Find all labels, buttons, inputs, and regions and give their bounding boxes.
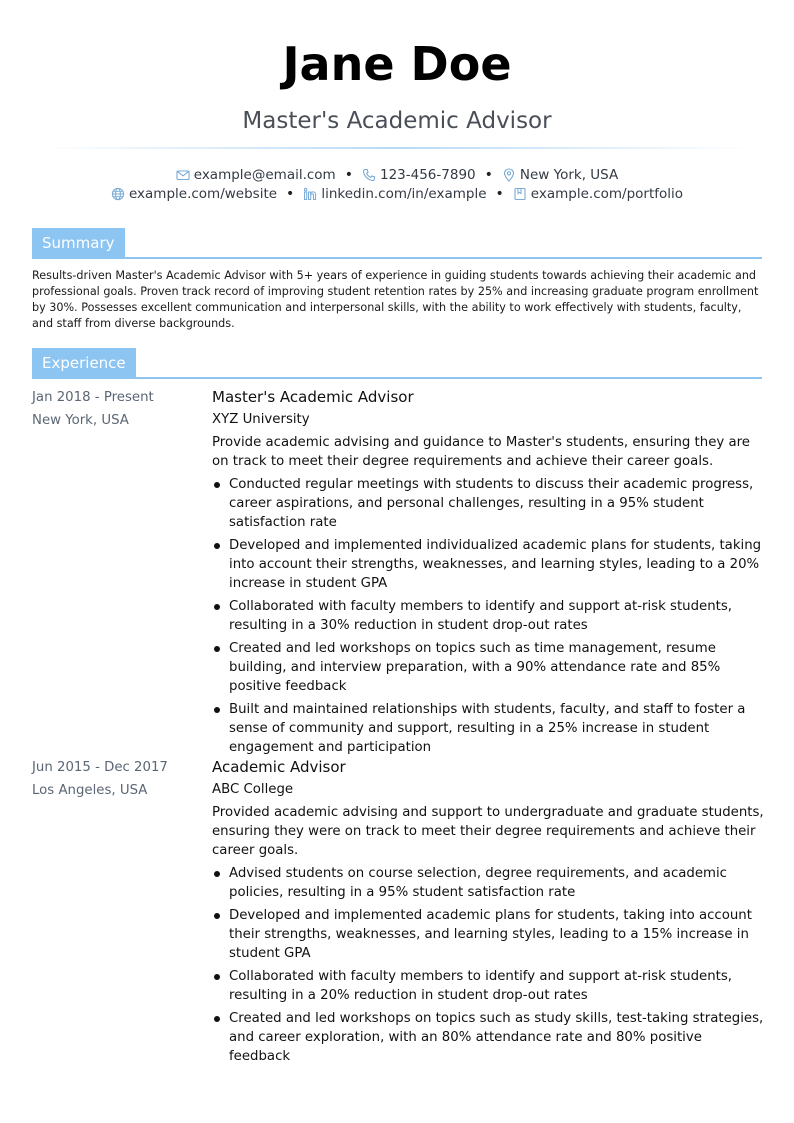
job-meta (32, 386, 207, 432)
job-bullets (212, 864, 764, 1066)
job-body (212, 756, 764, 1070)
summary-text: Results-driven Master's Academic Advisor with 5+ years of experience in guiding students towards achieving their academic and professional goals. Proven track record of improving student retention rates by 25% and increasing graduate program enrollment by 30%. Possesses excellent communication and interpersonal skills, with the ability to work effectively with students, faculty, and staff from diverse backgrounds. (32, 269, 759, 330)
list-item (212, 536, 764, 593)
job-location: New York, USA (32, 413, 129, 428)
experience-divider (32, 377, 762, 379)
list-item (212, 700, 764, 757)
bullet-icon (214, 646, 220, 652)
job-organization: XYZ University (212, 412, 310, 427)
title-divider (40, 147, 754, 149)
bullet-icon (214, 604, 220, 610)
email-text: example@email.com (193, 167, 336, 183)
bullet-text: Collaborated with faculty members to identify and support at-risk students, resulting in a 30% reduction in student drop-out rates (229, 599, 732, 633)
candidate-name: Jane Doe (282, 37, 512, 91)
separator-dot: • (484, 167, 493, 183)
job-role: Academic Advisor (212, 758, 346, 776)
experience-section-header (32, 348, 762, 378)
bullet-text: Developed and implemented academic plans for students, taking into account their strengths, weaknesses, and learning styles, leading to a 15% increase in student GPA (229, 908, 752, 961)
list-item (212, 906, 764, 963)
bullet-text: Conducted regular meetings with students to discuss their academic progress, career aspirations, and personal challenges, resulting in a 95% student satisfaction rate (229, 477, 754, 530)
separator-dot: • (344, 167, 353, 183)
list-item (212, 967, 764, 1005)
contact-phone[interactable] (362, 166, 476, 184)
contact-row-primary (0, 166, 794, 184)
list-item (212, 1009, 764, 1066)
bullet-text: Developed and implemented individualized academic plans for students, taking into account their strengths, weaknesses, and learning styles, leading to a 20% increase in student GPA (229, 538, 762, 591)
list-item (212, 597, 764, 635)
contact-website[interactable] (111, 185, 277, 203)
linkedin-text: linkedin.com/in/example (321, 186, 487, 202)
summary-divider (32, 257, 762, 259)
website-text: example.com/website (128, 186, 278, 202)
bullet-icon (214, 1016, 220, 1022)
separator-dot: • (495, 186, 504, 202)
job-bullets (212, 475, 764, 757)
job-location: Los Angeles, USA (32, 783, 148, 798)
separator-dot: • (286, 186, 295, 202)
summary-heading: Summary (32, 228, 125, 258)
bullet-icon (214, 871, 220, 877)
portfolio-text: example.com/portfolio (530, 186, 684, 202)
contact-email[interactable] (176, 166, 336, 184)
job-organization: ABC College (212, 782, 294, 797)
bullet-text: Created and led workshops on topics such as time management, resume building, and interview preparation, with a 90% attendance rate and 85% positive feedback (229, 641, 721, 694)
job-dates: Jan 2018 - Present (32, 390, 154, 405)
list-item (212, 639, 764, 696)
envelope-icon (176, 168, 190, 182)
job-meta (32, 756, 207, 802)
contact-location (502, 166, 618, 184)
bullet-icon (214, 482, 220, 488)
job-role: Master's Academic Advisor (212, 388, 414, 406)
linkedin-icon (303, 187, 317, 201)
experience-heading: Experience (32, 348, 136, 378)
bullet-icon (214, 543, 220, 549)
contact-linkedin[interactable] (303, 185, 486, 203)
bullet-text: Built and maintained relationships with students, faculty, and staff to foster a sense of community and support, resulting in a 25% increase in student engagement and participation (229, 702, 746, 755)
location-text: New York, USA (519, 167, 619, 183)
job-dates: Jun 2015 - Dec 2017 (32, 760, 168, 775)
candidate-title: Master's Academic Advisor (242, 108, 552, 134)
list-item (212, 475, 764, 532)
job-body (212, 386, 764, 761)
contact-portfolio[interactable] (513, 185, 683, 203)
job-description: Provided academic advising and support to undergraduate and graduate students, ensuring they were on track to meet their degree requirements and achieve their career goals. (212, 805, 764, 858)
bullet-text: Collaborated with faculty members to identify and support at-risk students, resulting in a 20% reduction in student drop-out rates (229, 969, 732, 1003)
job-description: Provide academic advising and guidance to Master's students, ensuring they are on track to meet their degree requirements and achieve their career goals. (212, 435, 750, 469)
summary-section-header (32, 228, 762, 258)
list-item (212, 864, 764, 902)
bullet-icon (214, 974, 220, 980)
bullet-text: Advised students on course selection, degree requirements, and academic policies, resulting in a 95% student satisfaction rate (229, 866, 727, 900)
bullet-text: Created and led workshops on topics such as study skills, test-taking strategies, and career exploration, with an 80% attendance rate and 80% positive feedback (229, 1011, 764, 1064)
globe-icon (111, 187, 125, 201)
bullet-icon (214, 913, 220, 919)
map-pin-icon (502, 168, 516, 182)
phone-icon (362, 168, 376, 182)
contact-row-secondary (0, 185, 794, 203)
bookmark-icon (513, 187, 527, 201)
phone-text: 123-456-7890 (379, 167, 476, 183)
bullet-icon (214, 707, 220, 713)
